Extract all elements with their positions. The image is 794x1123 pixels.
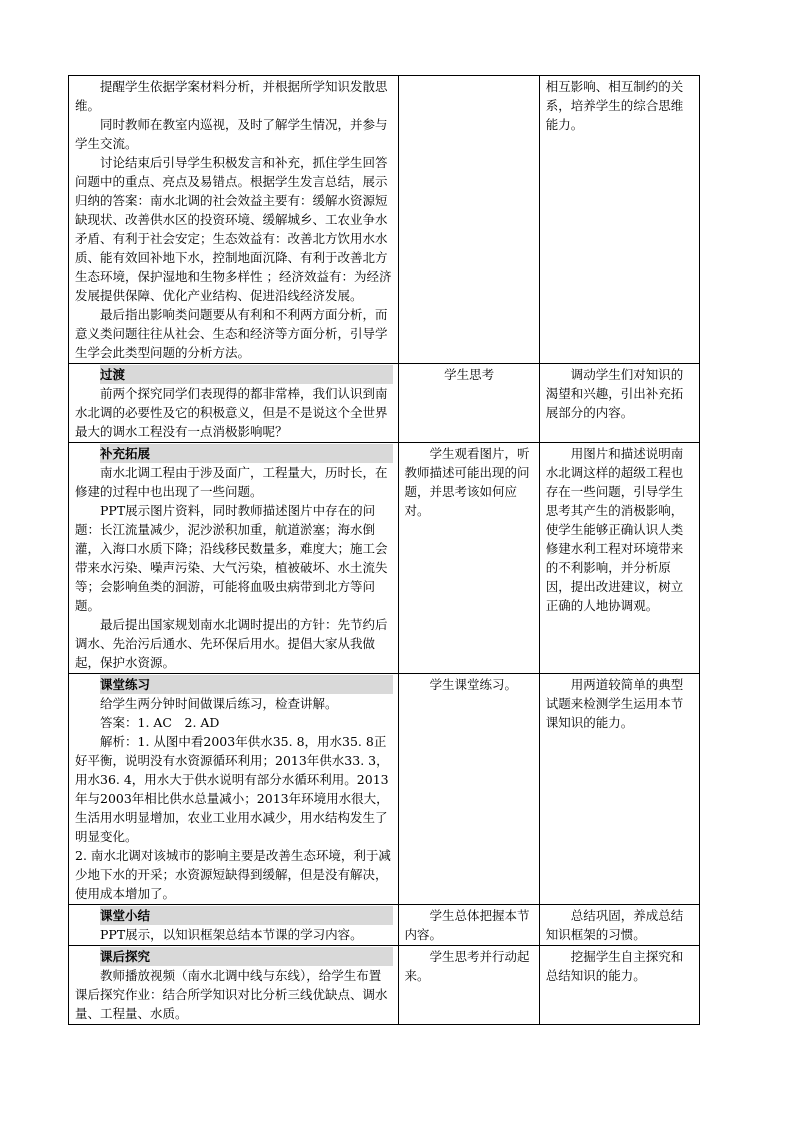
- paragraph: 学生总体把握本节内容。: [404, 908, 530, 942]
- paragraph: 提醒学生依据学案材料分析，并根据所学知识发散思维。: [75, 79, 388, 113]
- paragraph: 调动学生们对知识的渴望和兴趣，引出补充拓展部分的内容。: [545, 367, 684, 420]
- section-title: 课堂小结: [100, 906, 393, 925]
- section-title: 课后探究: [100, 947, 393, 966]
- paragraph: 用图片和描述说明南水北调这样的超级工程也存在一些问题，引导学生思考其产生的消极影响，使学生能够正确认识人类修建水利工程对环境带来的不利影响，并分析原因，提出改进建议，树立正确的人地协调观。: [545, 446, 684, 613]
- student-activity-cell: [398, 443, 539, 674]
- paragraph: 南水北调工程由于涉及面广，工程量大，历时长，在修建的过程中也出现了一些问题。: [75, 465, 388, 499]
- design-intent-cell: [539, 674, 699, 905]
- paragraph: 给学生两分钟时间做课后练习，检查讲解。: [100, 696, 338, 711]
- design-intent-cell: [539, 76, 699, 364]
- table-row: [69, 946, 700, 1025]
- paragraph: 讨论结束后引导学生积极发言和补充，抓住学生回答问题中的重点、亮点及易错点。根据学生发言总结，展示归纳的答案：南水北调的社会效益主要有：缓解水资源短缺现状、改善供水区的投资环境、缓解城乡、工农业争水矛盾、有利于社会安定；生态效益有：改善北方饮用水水质、能有效回补地下水，控制地面沉降、有利于改善北方生态环境，保护湿地和生物多样性 ；经济效益有：为经济发展提供保障、优化产业结构、促进沿线经济发展。: [75, 155, 392, 303]
- paragraph: 挖掘学生自主探究和总结知识的能力。: [545, 949, 684, 983]
- paragraph: PPT展示，以知识框架总结本节课的学习内容。: [100, 927, 363, 942]
- design-intent-cell: [539, 946, 699, 1025]
- student-activity-cell: [398, 946, 539, 1025]
- paragraph: 用两道较简单的典型试题来检测学生运用本节课知识的能力。: [545, 677, 684, 730]
- teacher-activity-cell: [69, 946, 399, 1025]
- paragraph: 学生思考并行动起来。: [404, 949, 530, 983]
- paragraph: 解析：1. 从图中看2003年供水35. 8，用水35. 8正好平衡，说明没有水资源循环利用；2013年供水33. 3，用水36. 4，用水大于供水说明有部分水循环利用。2013年与2003年相比供水总量减小；2013年环境用水很大，生活用水明显增加，农业工业用水减少，用水结构发生了明显变化。: [75, 734, 389, 844]
- teacher-activity-cell: [69, 76, 399, 364]
- table-row: [69, 905, 700, 946]
- table-row: [69, 443, 700, 674]
- paragraph: 前两个探究同学们表现得的都非常棒，我们认识到南水北调的必要性及它的积极意义，但是不是说这个全世界最大的调水工程没有一点消极影响呢？: [75, 386, 388, 439]
- table-row: [69, 364, 700, 443]
- paragraph: 同时教师在教室内巡视，及时了解学生情况，并参与学生交流。: [75, 117, 388, 151]
- student-text: 学生思考: [444, 367, 495, 382]
- teacher-activity-cell: [69, 674, 399, 905]
- student-activity-cell: [398, 674, 539, 905]
- table-row: [69, 76, 700, 364]
- paragraph: 最后指出影响类问题要从有利和不利两方面分析，而意义类问题往往从社会、生态和经济等方面分析，引导学生学会此类型问题的分析方法。: [75, 307, 388, 360]
- paragraph: 相互影响、相互制约的关系，培养学生的综合思维能力。: [545, 79, 684, 132]
- student-activity-cell: [398, 76, 539, 364]
- design-intent-cell: [539, 905, 699, 946]
- paragraph: 学生观看图片，听教师描述可能出现的问题，并思考该如何应对。: [404, 446, 530, 518]
- paragraph: 总结巩固，养成总结知识框架的习惯。: [545, 908, 684, 942]
- teacher-activity-cell: [69, 905, 399, 946]
- lesson-plan-table: [68, 75, 700, 1025]
- student-activity-cell: [398, 364, 539, 443]
- paragraph: 最后提出国家规划南水北调时提出的方针：先节约后调水、先治污后通水、先环保后用水。提倡大家从我做起，保护水资源。: [75, 617, 388, 670]
- section-title: 课堂练习: [100, 675, 393, 694]
- design-intent-cell: [539, 364, 699, 443]
- paragraph: 答案：1. AC 2. AD: [100, 715, 220, 730]
- teacher-activity-cell: [69, 364, 399, 443]
- design-intent-cell: [539, 443, 699, 674]
- paragraph: 学生课堂练习。: [429, 677, 518, 692]
- paragraph: 教师播放视频（南水北调中线与东线），给学生布置课后探究作业：结合所学知识对比分析三线优缺点、调水量、工程量、水质。: [75, 968, 388, 1021]
- table-row: [69, 674, 700, 905]
- paragraph: 2. 南水北调对该城市的影响主要是改善生态环境，利于减少地下水的开采；水资源短缺得到缓解，但是没有解决，使用成本增加了。: [75, 848, 391, 901]
- paragraph: PPT展示图片资料，同时教师描述图片中存在的问题：长江流量减少，泥沙淤积加重，航道淤塞；海水倒灌，入海口水质下降；沿线移民数量多，难度大；施工会带来水污染、噪声污染、大气污染，植被破坏、水土流失等；会影响鱼类的洄游，可能将血吸虫病带到北方等问题。: [75, 503, 388, 613]
- section-title: 补充拓展: [100, 444, 393, 463]
- teacher-activity-cell: [69, 443, 399, 674]
- section-title: 过渡: [100, 365, 393, 384]
- student-activity-cell: [398, 905, 539, 946]
